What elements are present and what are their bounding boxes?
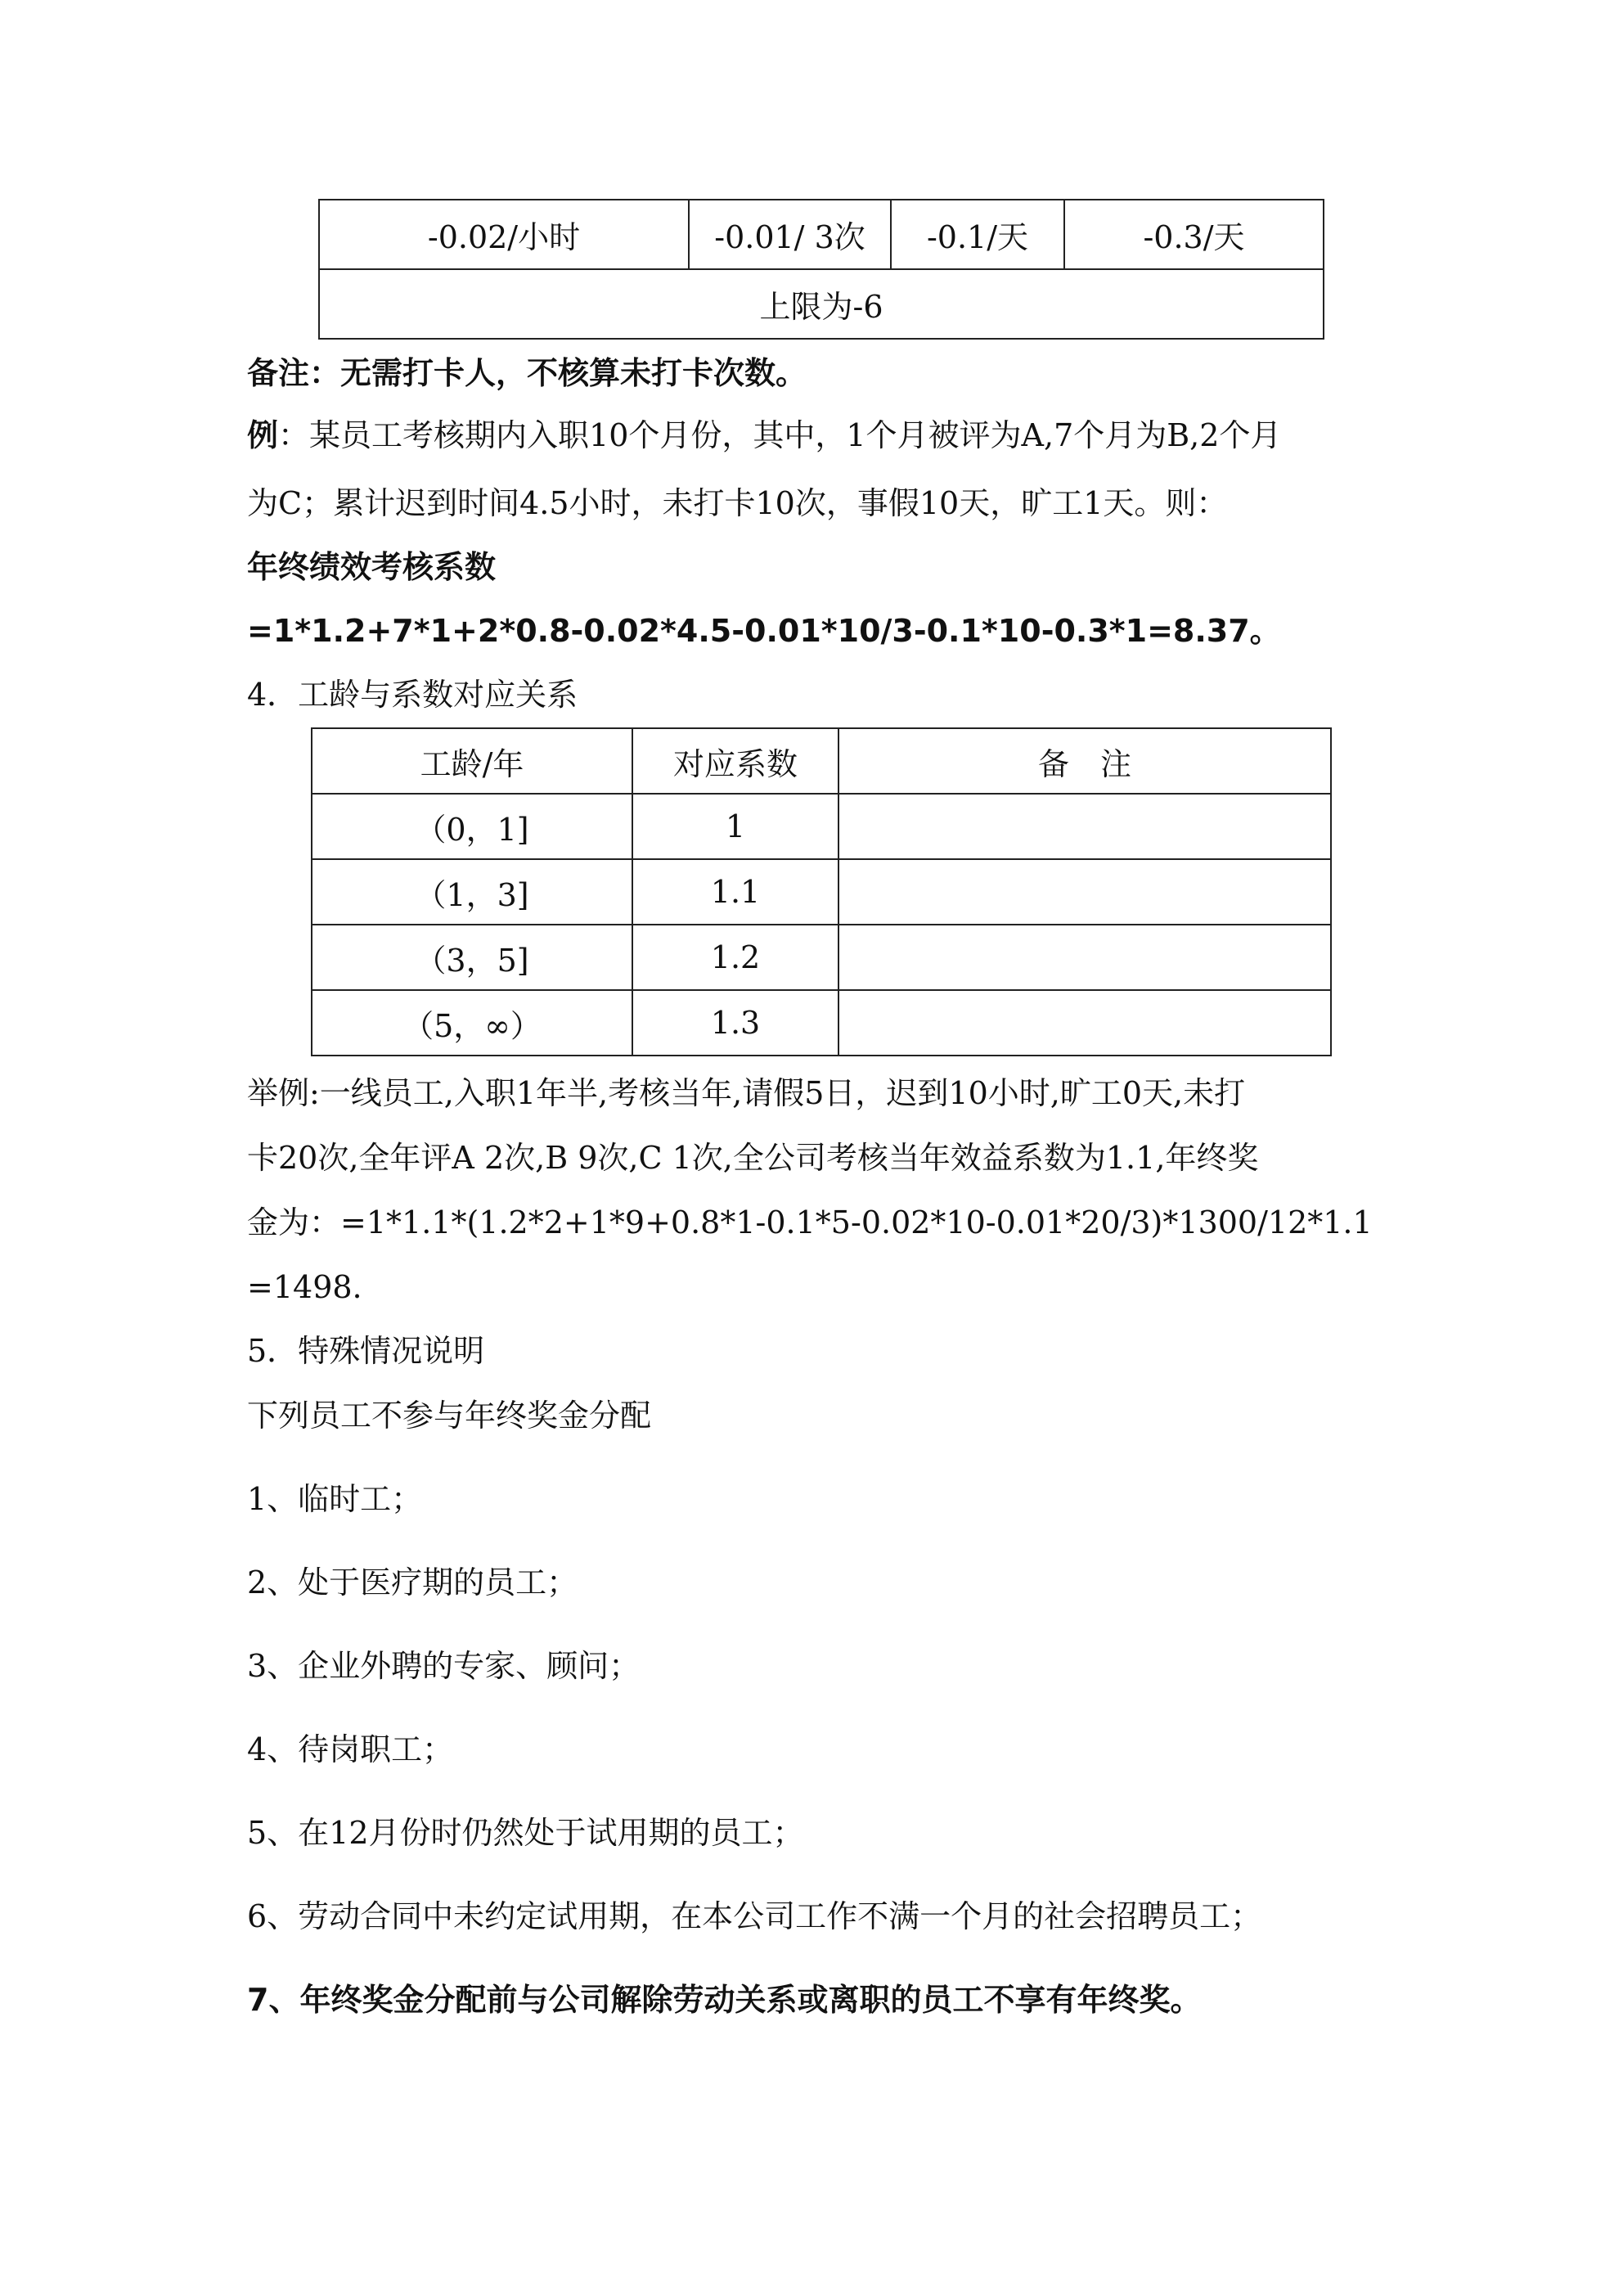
list-item: 4、待岗职工； xyxy=(247,1731,454,1767)
example-label: 例 xyxy=(247,417,279,453)
section4-title: 4．工龄与系数对应关系 xyxy=(247,677,578,713)
penalty-cell: -0.02/小时 xyxy=(319,200,689,269)
example-line-2: 为C；累计迟到时间4.5小时，未打卡10次，事假10天，旷工1天。则： xyxy=(247,485,1228,521)
penalty-cell: -0.3/天 xyxy=(1064,200,1324,269)
list-item: 1、临时工； xyxy=(247,1481,423,1517)
penalty-table xyxy=(318,199,1324,340)
list-item: 7、年终奖金分配前与公司解除劳动关系或离职的员工不享有年终奖。 xyxy=(247,1982,1202,2018)
table-row: （5，∞） 1.3 xyxy=(312,990,1331,1056)
list-item: 2、处于医疗期的员工； xyxy=(247,1564,578,1600)
list-item: 6、劳动合同中未约定试用期，在本公司工作不满一个月的社会招聘员工； xyxy=(247,1898,1262,1934)
table-row: （0，1] 1 xyxy=(312,794,1331,859)
example2-line-4: =1498. xyxy=(247,1269,362,1305)
example-formula: =1*1.2+7*1+2*0.8-0.02*4.5-0.01*10/3-0.1*10-0.3*1=8.37。 xyxy=(247,613,1281,649)
table-header: 备 注 xyxy=(838,728,1331,794)
penalty-cap: 上限为-6 xyxy=(319,269,1324,339)
note: 备注：无需打卡人，不核算未打卡次数。 xyxy=(247,355,807,391)
table-header: 工龄/年 xyxy=(312,728,632,794)
section5-title: 5．特殊情况说明 xyxy=(247,1333,485,1369)
penalty-cell: -0.1/天 xyxy=(891,200,1064,269)
penalty-cell: -0.01/ 3次 xyxy=(689,200,891,269)
table-header: 对应系数 xyxy=(632,728,838,794)
example-line-1: 例：某员工考核期内入职10个月份，其中，1个月被评为A,7个月为B,2个月 xyxy=(247,417,1282,453)
list-item: 3、企业外聘的专家、顾问； xyxy=(247,1648,641,1684)
example2-line-1: 举例:一线员工,入职1年半,考核当年,请假5日，迟到10小时,旷工0天,未打 xyxy=(247,1075,1246,1111)
example-line-3: 年终绩效考核系数 xyxy=(247,549,497,585)
example2-line-3: 金为：=1*1.1*(1.2*2+1*9+0.8*1-0.1*5-0.02*10-0.01*20/3)*1300/12*1.1 xyxy=(247,1204,1373,1240)
list-item: 5、在12月份时仍然处于试用期的员工； xyxy=(247,1815,804,1851)
seniority-table xyxy=(311,727,1332,1056)
table-row: （1，3] 1.1 xyxy=(312,859,1331,925)
table-row: （3，5] 1.2 xyxy=(312,925,1331,990)
section5-intro: 下列员工不参与年终奖金分配 xyxy=(247,1398,652,1434)
example2-line-2: 卡20次,全年评A 2次,B 9次,C 1次,全公司考核当年效益系数为1.1,年终奖 xyxy=(247,1140,1259,1176)
